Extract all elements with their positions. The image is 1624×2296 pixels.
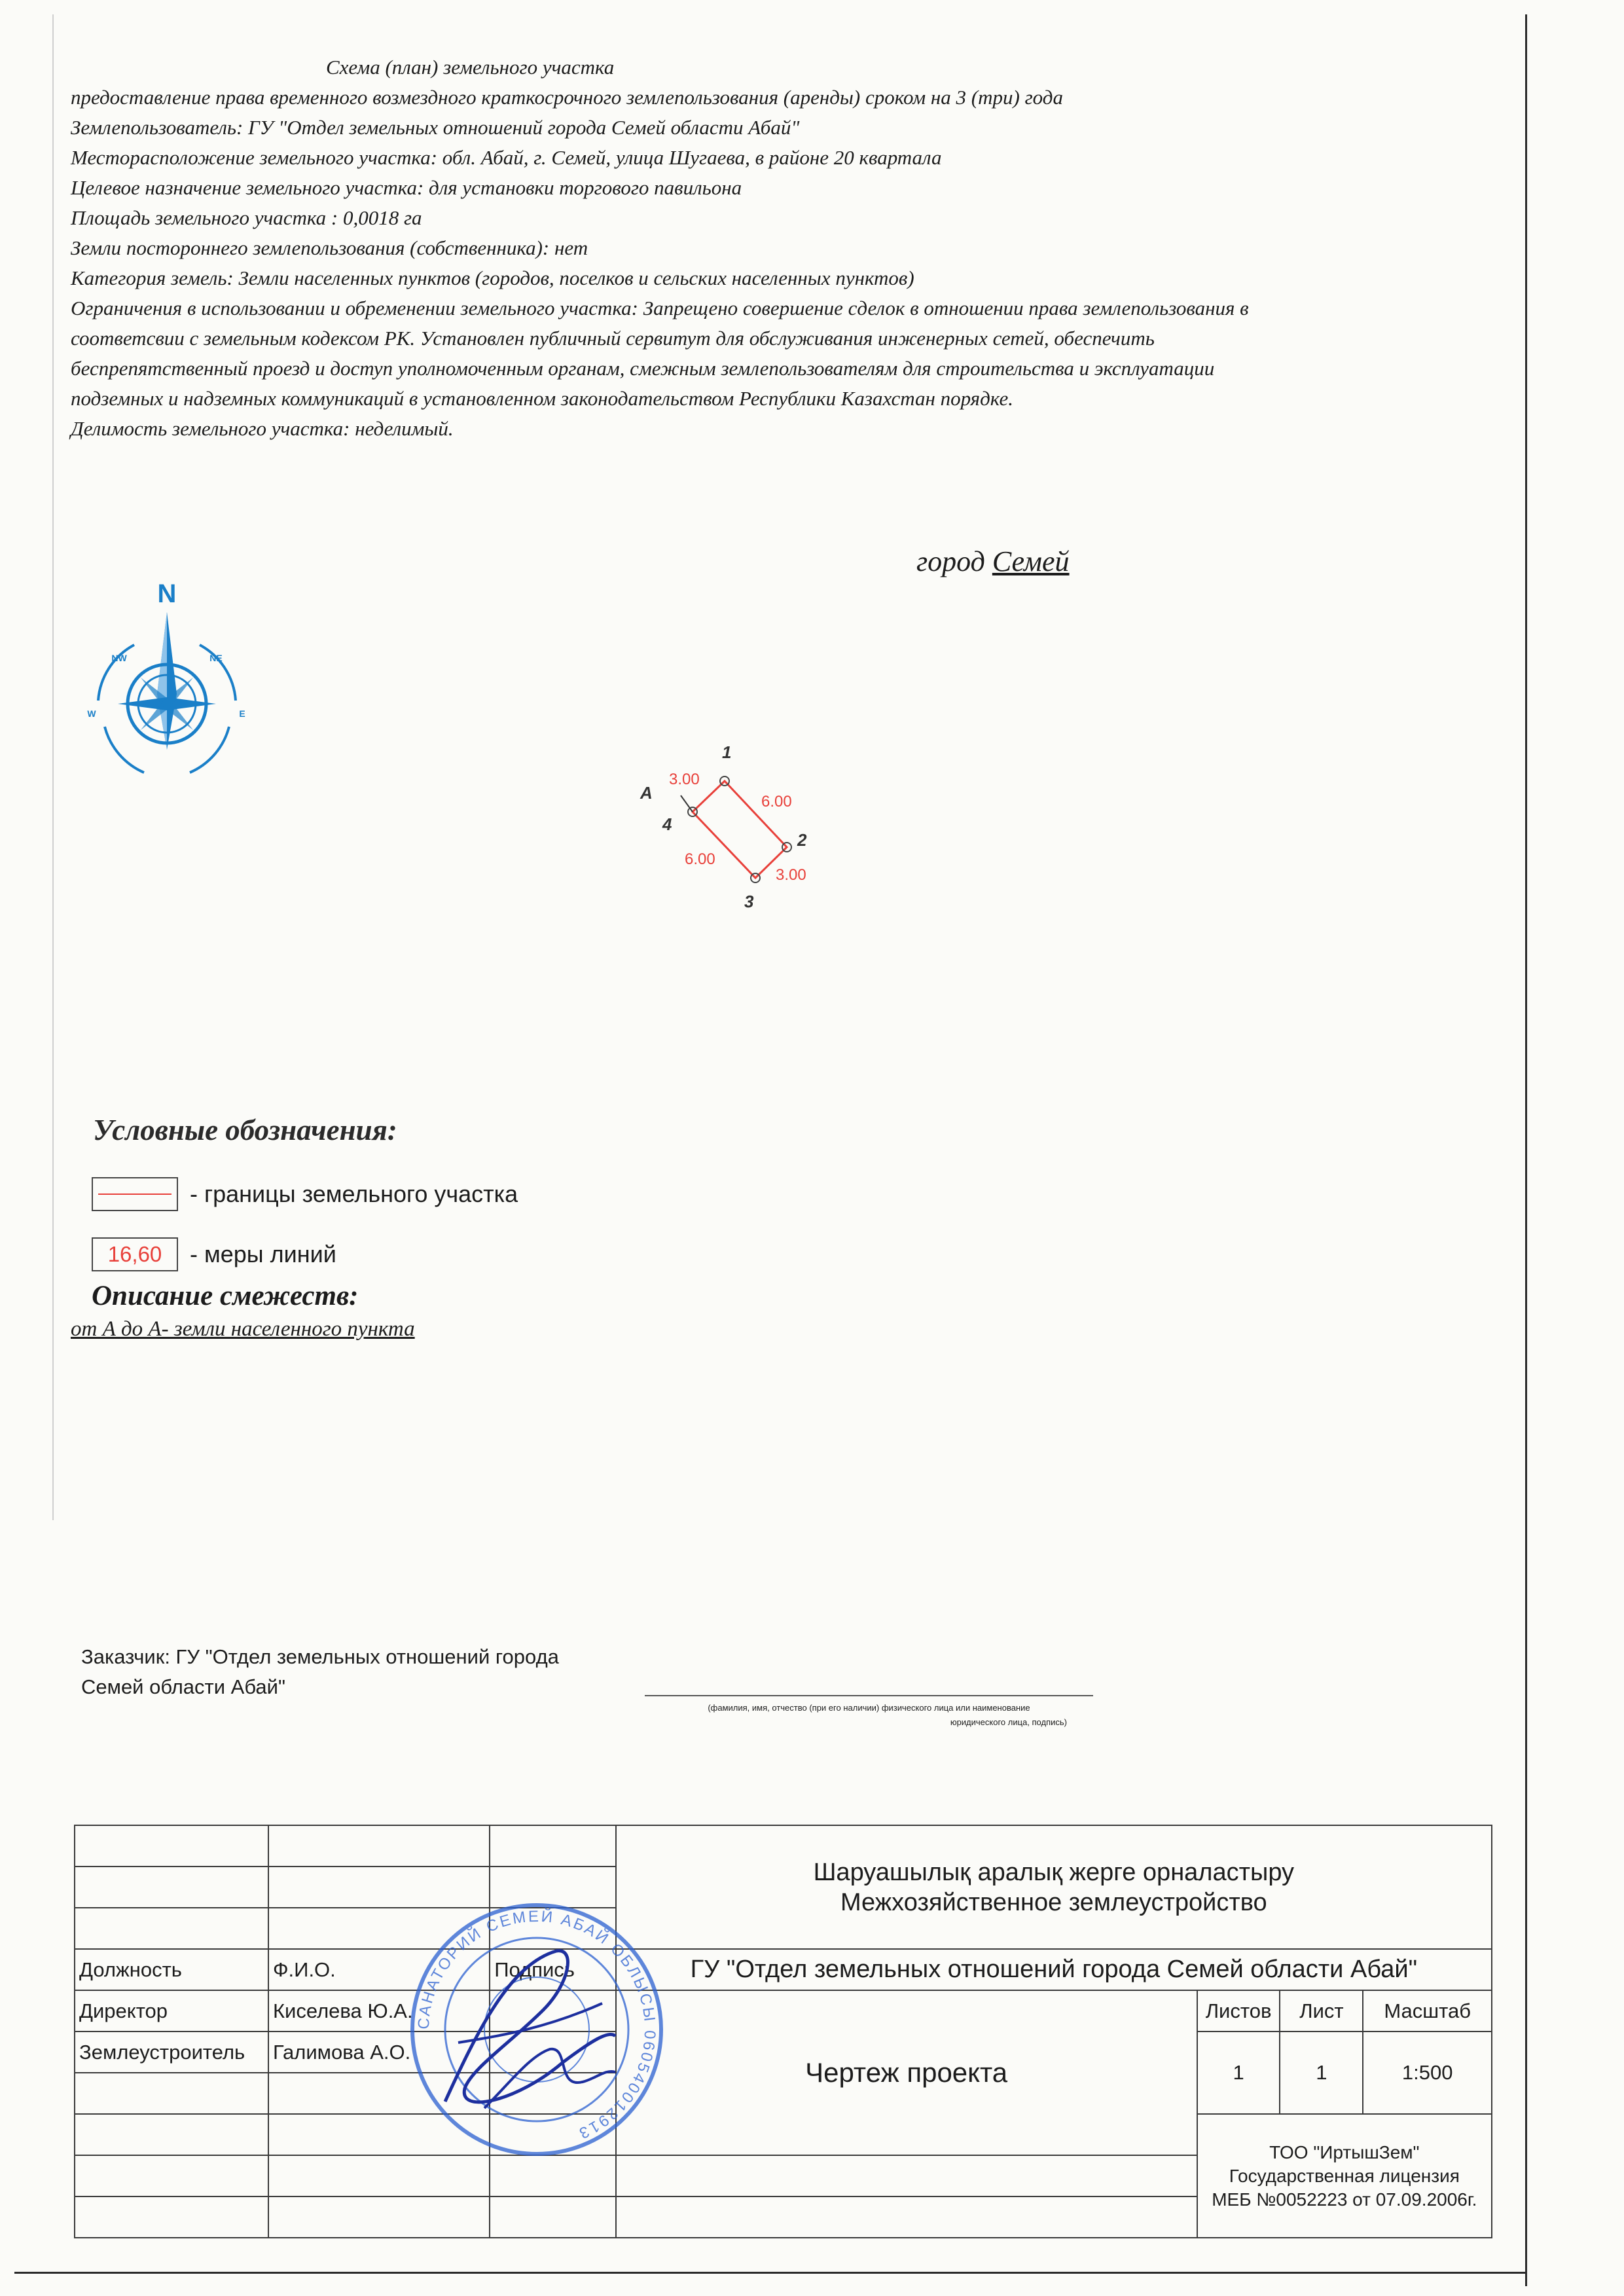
stamp-cell (268, 2196, 490, 2238)
sheet-value: 1 (1280, 2032, 1363, 2114)
document-title: Схема (план) земельного участка (326, 56, 615, 79)
stamp-cell (75, 1867, 268, 1908)
compass-east-label: E (239, 708, 245, 719)
side-length-label: 6.00 (761, 793, 792, 811)
customer-line: Заказчик: ГУ "Отдел земельных отношений города (81, 1645, 559, 1668)
scale-value: 1:500 (1363, 2032, 1492, 2114)
title-kz: Шаруашылық аралық жерге орналастыру (813, 1858, 1295, 1886)
stamp-cell (75, 2073, 268, 2114)
header-name: Ф.И.О. (268, 1949, 490, 1990)
stamp-cell (490, 2155, 615, 2196)
stamp-cell (616, 2196, 1197, 2238)
stamp-cell (75, 2114, 268, 2155)
point-label-4: 4 (662, 814, 672, 834)
side-length-label: 3.00 (669, 771, 700, 788)
compass-ne-label: NE (209, 653, 223, 663)
header-line: Землепользователь: ГУ "Отдел земельных отношений города Семей области Абай" (71, 116, 800, 139)
stamp-cell (75, 2196, 268, 2238)
header-line: Площадь земельного участка : 0,0018 га (71, 206, 422, 229)
plot-start-label: A (640, 783, 653, 803)
title-block-table (74, 1825, 1492, 2238)
compass-west-label: W (87, 708, 96, 719)
legend-boundary-symbol (92, 1177, 178, 1211)
stamp-cell (268, 2155, 490, 2196)
header-line: Категория земель: Земли населенных пунктов (городов, поселков и сельских населенных пунктов) (71, 266, 914, 289)
doc-type: Чертеж проекта (616, 1990, 1197, 2155)
scale-label: Масштаб (1363, 1990, 1492, 2032)
handwritten-signature (419, 1938, 628, 2134)
stamp-cell (268, 1825, 490, 1867)
sheets-value: 1 (1197, 2032, 1280, 2114)
name-director: Киселева Ю.А. (268, 1990, 490, 2032)
side-length-label: 6.00 (685, 850, 715, 868)
stamp-cell (616, 2155, 1197, 2196)
stamp-title-cell (616, 1825, 1492, 1949)
legend-title: Условные обозначения: (93, 1114, 397, 1146)
legend-boundary-desc: - границы земельного участка (190, 1180, 518, 1207)
license-line: Государственная лицензия (1229, 2165, 1460, 2186)
organization-name: ГУ "Отдел земельных отношений города Семей области Абай" (616, 1949, 1492, 1990)
frame-left-margin (52, 14, 54, 1520)
sheet-label: Лист (1280, 1990, 1363, 2032)
customer-line: Семей области Абай" (81, 1675, 285, 1698)
document-header (71, 52, 1288, 444)
signature-caption-line: юридического лица, подпись) (950, 1717, 1067, 1727)
header-signature: Подпись (490, 1949, 615, 1990)
city-name: Семей (992, 545, 1070, 577)
license-line: МЕБ №0052223 от 07.09.2006г. (1212, 2189, 1477, 2210)
header-line: предоставление права временного возмездного краткосрочного землепользования (аренды) сроком на 3 (три) года (71, 86, 1063, 109)
stamp-cell (75, 1908, 268, 1949)
signature-caption (645, 1701, 1093, 1730)
sheets-label: Листов (1197, 1990, 1280, 2032)
adjacency-title: Описание смежеств: (92, 1281, 359, 1311)
signature-caption-line: (фамилия, имя, отчество (при его наличии) физического лица или наименование (708, 1703, 1030, 1713)
header-line: Земли постороннего землепользования (собственника): нет (71, 236, 588, 259)
header-line: Месторасположение земельного участка: обл. Абай, г. Семей, улица Шугаева, в районе 20 квартала (71, 146, 942, 169)
company-info (1197, 2114, 1492, 2238)
legend-measure-row (92, 1237, 336, 1271)
customer-block (81, 1642, 559, 1702)
restrictions-text: Ограничения в использовании и обременении земельного участка: Запрещено совершение сделок в отношении права землепользования в соответсвии с земельным кодексом РК. Установлен публичный сервитут для обслуживания инженерных сетей, обеспечить беспрепятственный проезд и доступ уполномоченным органам, смежным землепользователям для строительства и эксплуатации подземных и надземных коммуникаций в установленном законодательством Республики Казахстан порядке. (71, 297, 1249, 410)
compass-rose-icon (79, 563, 255, 812)
city-label (916, 545, 1070, 578)
point-label-1: 1 (722, 742, 732, 762)
company-name: ТОО "ИртышЗем" (1269, 2141, 1420, 2162)
name-surveyor: Галимова А.О. (268, 2032, 490, 2073)
frame-right-border (1525, 14, 1527, 2286)
side-length-label: 3.00 (776, 866, 806, 884)
frame-bottom-border (14, 2272, 1527, 2274)
role-surveyor: Землеустроитель (75, 2032, 268, 2073)
legend-boundary-row (92, 1177, 518, 1211)
city-prefix: город (916, 545, 985, 577)
role-director: Директор (75, 1990, 268, 2032)
adjacency-text: от А до А- земли населенного пункта (71, 1317, 415, 1341)
land-plot-drawing (628, 733, 851, 930)
compass-nw-label: NW (111, 653, 127, 663)
stamp-cell (490, 2196, 615, 2238)
legend-measure-sample: 16,60 (92, 1237, 178, 1271)
compass-north-label: N (157, 579, 177, 608)
divisibility-text: Делимость земельного участка: неделимый. (71, 417, 454, 440)
point-label-2: 2 (797, 830, 807, 850)
signature-line (645, 1695, 1093, 1696)
stamp-cell (490, 1825, 615, 1867)
seal-text: САНАТОРИЙ СЕМЕЙ АБАЙ ОБЛЫСЫ 060540012913 (414, 1907, 659, 2143)
legend-measure-desc: - меры линий (190, 1241, 336, 1267)
stamp-cell (75, 1825, 268, 1867)
header-position: Должность (75, 1949, 268, 1990)
header-line: Целевое назначение земельного участка: для установки торгового павильона (71, 176, 742, 199)
stamp-cell (75, 2155, 268, 2196)
title-ru: Межхозяйственное землеустройство (840, 1888, 1267, 1916)
point-label-3: 3 (744, 892, 754, 911)
